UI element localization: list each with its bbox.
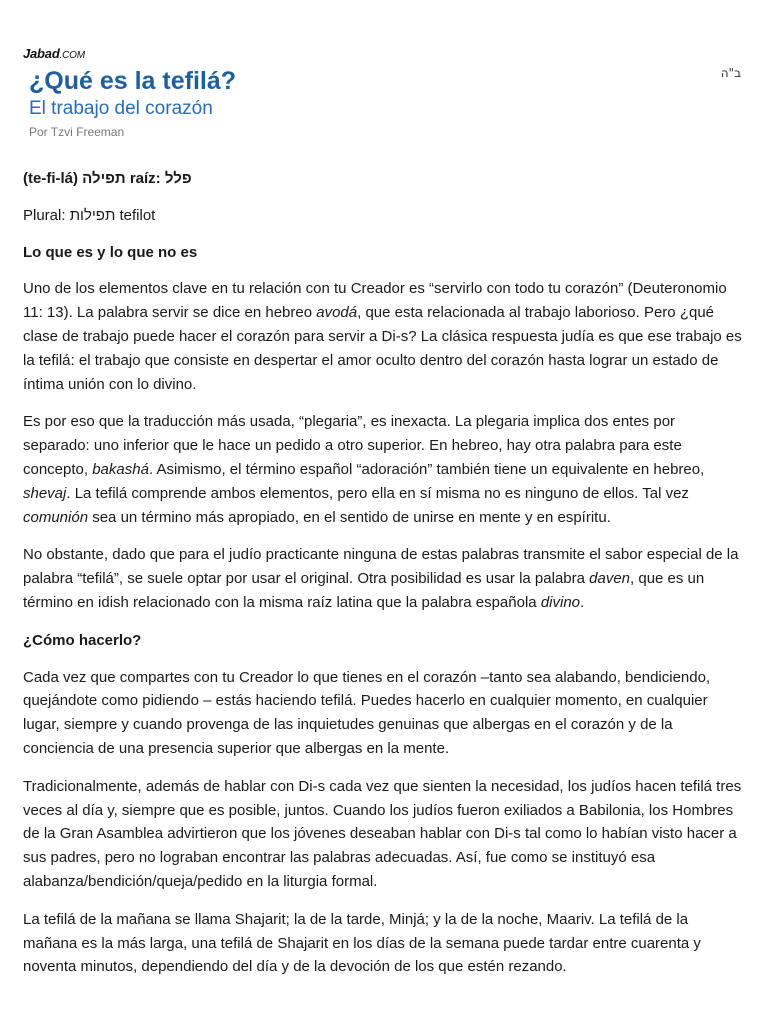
paragraph xyxy=(23,277,745,396)
page-subtitle: El trabajo del corazón xyxy=(29,98,213,119)
text-run: . xyxy=(580,593,585,611)
page-title: ¿Qué es la tefilá? xyxy=(29,67,237,95)
italic-term: divino xyxy=(540,593,581,611)
section-heading: ¿Cómo hacerlo? xyxy=(23,631,142,649)
text-run: , que esta relacionada al trabajo laborioso. Pero ¿qué clase de trabajo puede hacer el corazón para servir a Di-s? La clásica respuesta judía es que ese trabajo es la tefilá: el trabajo que consiste en despertar el amor oculto dentro del corazón hasta lograr un estado de íntima unión con lo divino. xyxy=(23,304,742,393)
paragraph xyxy=(23,543,745,614)
italic-term: bakashá xyxy=(92,460,149,478)
text-run: sea un término más apropiado, en el sentido de unirse en mente y en espíritu. xyxy=(88,508,611,526)
text-run: Es por eso que la traducción más usada, “plegaria”, es inexacta. La plegaria implica dos entes por separado: uno inferior que le hace un pedido a otro superior. En hebreo, hay otra palabra para este concepto, xyxy=(23,413,682,478)
paragraph: La tefilá de la mañana se llama Shajarit; la de la tarde, Minjá; y la de la noche, Maariv. La tefilá de la mañana es la más larga, una tefilá de Shajarit en los días de la semana puede tardar entre cuarenta y noventa minutos, dependiendo del día y de la devoción de los que estén rezando. xyxy=(23,910,701,976)
text-run: Uno de los elementos clave en tu relación con tu Creador es “servirlo con todo tu corazón” (Deuteronomio 11: 13). La palabra servir se dice en hebreo xyxy=(23,280,727,322)
article-body xyxy=(23,167,745,993)
section-heading: Lo que es y lo que no es xyxy=(23,243,198,261)
italic-term: comunión xyxy=(23,508,89,526)
italic-term: daven xyxy=(589,570,631,588)
text-run: , que es un término en idish relacionado con la misma raíz latina que la palabra española xyxy=(23,570,705,611)
article-header xyxy=(23,46,745,158)
italic-term: avodá xyxy=(316,304,358,322)
author-byline: Por Tzvi Freeman xyxy=(29,125,125,139)
text-run: . Asimismo, el término español “adoración” también tiene un equivalente en hebreo, xyxy=(148,460,705,478)
paragraph xyxy=(23,410,745,529)
bh-mark: ב"ה xyxy=(720,66,741,80)
logo-brand: Jabad xyxy=(23,46,60,61)
paragraph: Cada vez que compartes con tu Creador lo que tienes en el corazón –tanto sea alabando, bendiciendo, quejándote como pidiendo – estás haciendo tefilá. Puedes hacerlo en cualquier momento, en cualquier lugar, siempre y cuando provenga de las inquietudes genuinas que albergas en el corazón y de la conciencia de una presencia superior que albergas en la mente. xyxy=(23,668,711,757)
logo-suffix: .COM xyxy=(59,50,85,61)
term-definition: (te-fi-lá) תפילה raíz: פלל xyxy=(23,170,192,187)
italic-term: shevaj xyxy=(23,484,67,502)
paragraph: Tradicionalmente, además de hablar con Di-s cada vez que sienten la necesidad, los judíos hacen tefilá tres veces al día y, siempre que es posible, juntos. Cuando los judíos fueron exiliados a Babilonia, los Hombres de la Gran Asamblea advirtieron que los jóvenes deseaban hablar con Di-s tal como lo habían visto hacer a sus padres, pero no lograban encontrar las palabras adecuadas. Así, fue como se instituyó esa alabanza/bendición/queja/pedido en la liturgia formal. xyxy=(23,777,742,890)
plural-value: תפילות tefilot xyxy=(69,206,156,224)
site-logo[interactable] xyxy=(23,46,85,61)
article-page xyxy=(23,46,745,976)
plural-line xyxy=(23,204,745,228)
plural-label: Plural: xyxy=(23,206,70,224)
text-run: . La tefilá comprende ambos elementos, pero ella en sí misma no es ninguno de ellos. Tal vez xyxy=(66,484,689,502)
text-run: No obstante, dado que para el judío practicante ninguna de estas palabras transmite el sabor especial de la palabra “tefilá”, se suele optar por usar el original. Otra posibilidad es usar la palabra xyxy=(23,546,739,588)
